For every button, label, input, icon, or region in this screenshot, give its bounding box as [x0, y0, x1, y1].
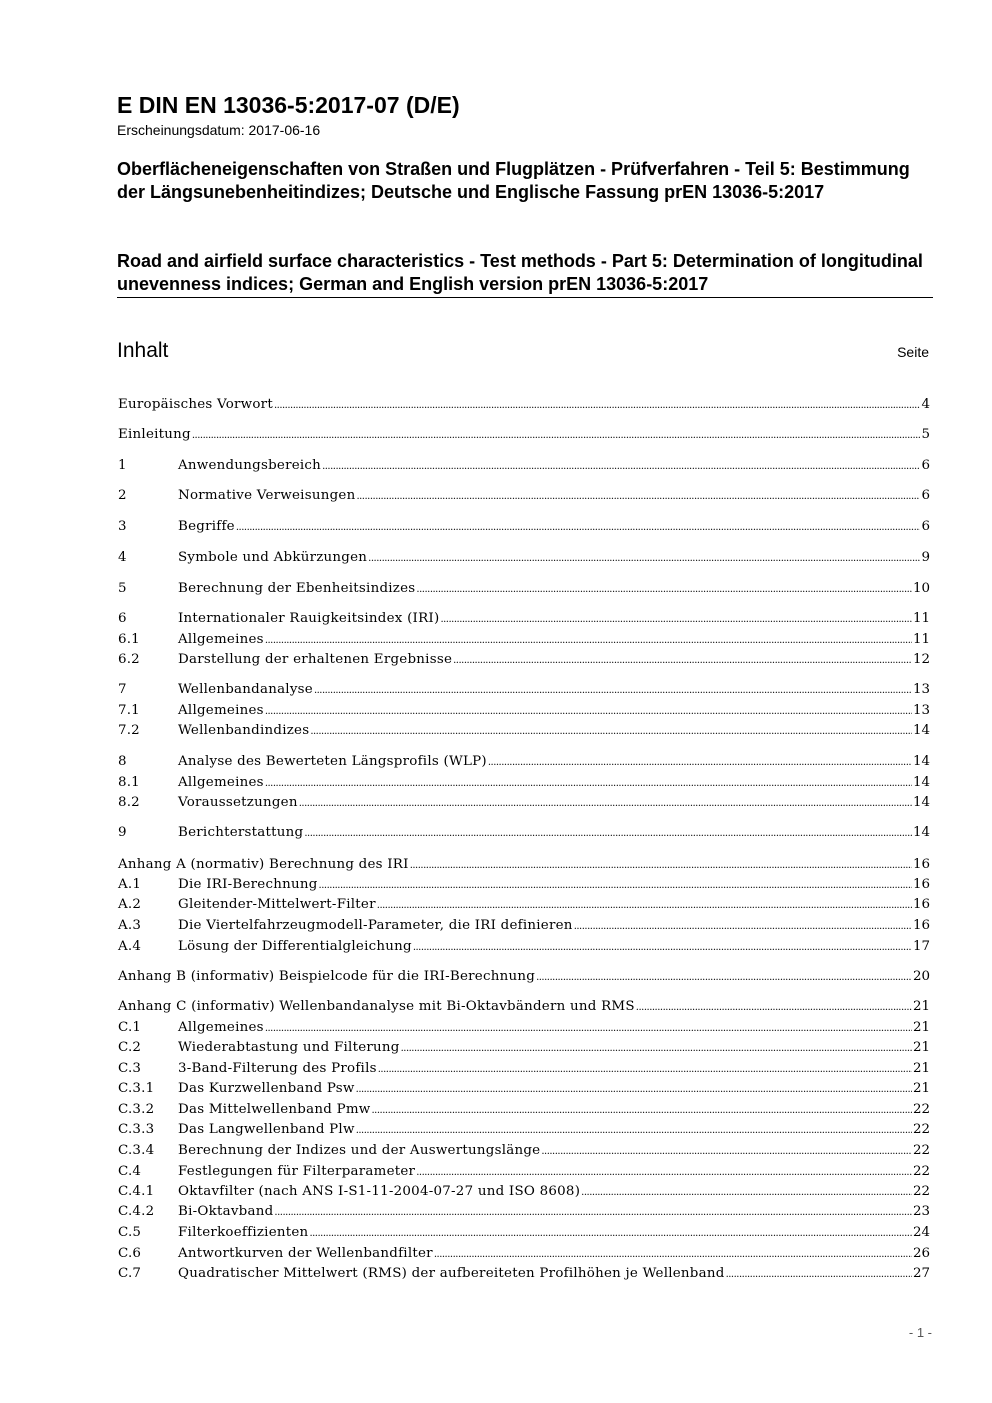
toc-entry-title: Quadratischer Mittelwert (RMS) der aufbereiteten Profilhöhen je Wellenband	[178, 1266, 725, 1281]
toc-entry-page: 6	[921, 519, 930, 534]
toc-entry-page: 21	[912, 999, 930, 1014]
toc-entry-title: Darstellung der erhaltenen Ergebnisse	[178, 652, 453, 667]
toc-entry-page: 4	[921, 397, 930, 412]
toc-entry-number: C.6	[118, 1246, 142, 1261]
toc-entry-page: 20	[912, 969, 930, 984]
toc-entry[interactable]	[118, 608, 930, 629]
toc-dot-leader	[401, 1037, 912, 1059]
toc-entry-title: Allgemeines	[178, 1020, 264, 1035]
toc-entry-title: Berechnung der Indizes und der Auswertungslänge	[178, 1143, 541, 1158]
toc-entry-title: Antwortkurven der Wellenbandfilter	[178, 1246, 433, 1261]
toc-entry-number: C.4	[118, 1164, 142, 1179]
toc-entry[interactable]	[118, 996, 930, 1017]
toc-entry-page: 14	[912, 775, 930, 790]
toc-entry-title: Oktavfilter (nach ANS I-S1-11-2004-07-27 und ISO 8608)	[178, 1184, 581, 1199]
toc-entry-page: 21	[912, 1040, 930, 1055]
toc-entry-number: A.4	[118, 939, 142, 954]
toc-entry[interactable]	[118, 1078, 930, 1099]
toc-entry[interactable]	[118, 1222, 930, 1243]
toc-entry-title: Bi-Oktavband	[178, 1204, 274, 1219]
toc-entry-number: 8.2	[118, 795, 140, 810]
toc-entry[interactable]	[118, 1243, 930, 1264]
toc-dot-leader	[434, 1243, 912, 1265]
toc-entry-title: Gleitender-Mittelwert-Filter	[178, 897, 376, 912]
toc-entry-number: 6.2	[118, 652, 140, 667]
toc-entry-title: Symbole und Abkürzungen	[178, 550, 368, 565]
toc-entry[interactable]	[118, 1058, 930, 1079]
title-english: Road and airfield surface characteristics - Test methods - Part 5: Determination of longitudinal unevenness indices; German and English version prEN 13036-5:2017	[117, 251, 923, 294]
toc-entry-title: Allgemeines	[178, 775, 264, 790]
toc-entry-number: 8	[118, 754, 127, 769]
toc-entry-number: 1	[118, 458, 127, 473]
toc-entry[interactable]	[118, 720, 930, 741]
toc-entry-number: 5	[118, 581, 127, 596]
toc-entry-page: 12	[912, 652, 930, 667]
toc-dot-leader	[310, 720, 912, 742]
toc-entry-page: 24	[912, 1225, 930, 1240]
toc-entry[interactable]	[118, 649, 930, 670]
title-divider	[117, 297, 933, 298]
toc-entry-page: 23	[912, 1204, 930, 1219]
toc-dot-leader	[377, 894, 912, 916]
toc-dot-leader	[319, 874, 912, 896]
toc-entry-page: 10	[912, 581, 930, 596]
toc-entry-page: 16	[912, 857, 930, 872]
toc-entry-title: Das Kurzwellenband Psw	[178, 1081, 355, 1096]
toc-entry-title: Filterkoeffizienten	[178, 1225, 309, 1240]
toc-entry[interactable]	[118, 629, 930, 650]
toc-entry-page: 22	[912, 1184, 930, 1199]
toc-entry-number: A.1	[118, 877, 142, 892]
toc-entry[interactable]	[118, 822, 930, 843]
toc-entry-number: C.3	[118, 1061, 142, 1076]
toc-entry-number: C.5	[118, 1225, 142, 1240]
toc-entry[interactable]	[118, 894, 930, 915]
toc-dot-leader	[636, 996, 912, 1018]
toc-entry-number: 7.2	[118, 723, 140, 738]
toc-dot-leader	[356, 1078, 912, 1100]
toc-entry-number: 3	[118, 519, 127, 534]
toc-entry[interactable]	[118, 1201, 930, 1222]
toc-dot-leader	[581, 1181, 912, 1203]
toc-entry-title: Berechnung der Ebenheitsindizes	[178, 581, 416, 596]
toc-entry[interactable]	[118, 455, 930, 476]
toc-dot-leader	[453, 649, 912, 671]
page-number: - 1 -	[908, 1325, 932, 1340]
toc-entry-title: Anhang A (normativ) Berechnung des IRI	[118, 857, 409, 872]
toc-dot-leader	[265, 700, 912, 722]
toc-entry-page: 14	[912, 754, 930, 769]
toc-entry-title: Lösung der Differentialgleichung	[178, 939, 412, 954]
toc-entry-page: 16	[912, 877, 930, 892]
toc-dot-leader	[440, 608, 912, 630]
toc-entry-page: 14	[912, 795, 930, 810]
toc-entry-title: Anhang B (informativ) Beispielcode für die IRI-Berechnung	[118, 969, 536, 984]
toc-dot-leader	[726, 1263, 912, 1285]
document-designation: E DIN EN 13036-5:2017-07 (D/E)	[117, 92, 460, 118]
toc-entry[interactable]	[118, 1119, 930, 1140]
toc-entry-page: 11	[912, 611, 930, 626]
toc-entry-number: C.4.1	[118, 1184, 155, 1199]
publication-date: Erscheinungsdatum: 2017-06-16	[117, 122, 321, 138]
toc-entry[interactable]	[118, 578, 930, 599]
toc-dot-leader	[322, 455, 920, 477]
toc-dot-leader	[541, 1140, 912, 1162]
toc-dot-leader	[378, 1058, 912, 1080]
toc-entry-number: A.3	[118, 918, 142, 933]
toc-dot-leader	[574, 915, 912, 937]
toc-entry-page: 11	[912, 632, 930, 647]
toc-entry-number: A.2	[118, 897, 142, 912]
toc-entry-title: Anwendungsbereich	[178, 458, 322, 473]
toc-entry-page: 27	[912, 1266, 930, 1281]
toc-entry-number: C.3.2	[118, 1102, 155, 1117]
toc-entry-page: 26	[912, 1246, 930, 1261]
toc-entry-page: 6	[921, 488, 930, 503]
toc-entry-number: C.3.1	[118, 1081, 155, 1096]
toc-entry-title: Allgemeines	[178, 632, 264, 647]
toc-entry[interactable]	[118, 424, 930, 445]
toc-entry-number: C.3.4	[118, 1143, 155, 1158]
toc-dot-leader	[274, 394, 921, 416]
toc-dot-leader	[356, 1119, 912, 1141]
toc-entry-title: Wellenbandindizes	[178, 723, 310, 738]
toc-entry-number: 7.1	[118, 703, 140, 718]
toc-entry-title: Wellenbandanalyse	[178, 682, 313, 697]
toc-entry-page: 22	[912, 1102, 930, 1117]
toc-entry-title: Normative Verweisungen	[178, 488, 356, 503]
toc-entry-title: Wiederabtastung und Filterung	[178, 1040, 400, 1055]
toc-entry[interactable]	[118, 485, 930, 506]
toc-entry[interactable]	[118, 751, 930, 772]
toc-entry[interactable]	[118, 547, 930, 568]
toc-entry-number: 6.1	[118, 632, 140, 647]
toc-entry-title: Europäisches Vorwort	[118, 397, 273, 412]
toc-entry[interactable]	[118, 1099, 930, 1120]
toc-entry-page: 21	[912, 1061, 930, 1076]
toc-entry[interactable]	[118, 936, 930, 957]
toc-entry-number: 4	[118, 550, 127, 565]
toc-dot-leader	[304, 822, 912, 844]
toc-heading: Inhalt	[117, 339, 169, 362]
toc-entry[interactable]	[118, 700, 930, 721]
toc-dot-leader	[413, 936, 912, 958]
toc-dot-leader	[236, 516, 921, 538]
toc-entry-page: 22	[912, 1164, 930, 1179]
toc-entry[interactable]	[118, 394, 930, 415]
toc-dot-leader	[265, 1017, 912, 1039]
toc-entry-title: Die Viertelfahrzeugmodell-Parameter, die IRI definieren	[178, 918, 573, 933]
toc-entry-title: Analyse des Bewerteten Längsprofils (WLP)	[178, 754, 487, 769]
toc-entry-title: Internationaler Rauigkeitsindex (IRI)	[178, 611, 440, 626]
toc-dot-leader	[372, 1099, 912, 1121]
toc-entry[interactable]	[118, 516, 930, 537]
toc-entry-number: 7	[118, 682, 127, 697]
toc-entry-page: 21	[912, 1081, 930, 1096]
toc-dot-leader	[265, 629, 912, 651]
toc-entry[interactable]	[118, 915, 930, 936]
toc-entry-page: 16	[912, 897, 930, 912]
toc-entry[interactable]	[118, 1037, 930, 1058]
toc-page-label: Seite	[897, 344, 929, 360]
toc-dot-leader	[274, 1201, 912, 1223]
toc-dot-leader	[488, 751, 912, 773]
toc-entry-page: 14	[912, 825, 930, 840]
toc-dot-leader	[410, 854, 912, 876]
toc-entry-page: 17	[912, 939, 930, 954]
toc-entry-number: C.1	[118, 1020, 142, 1035]
toc-entry-number: C.3.3	[118, 1122, 155, 1137]
toc-entry[interactable]	[118, 854, 930, 875]
toc-dot-leader	[192, 424, 921, 446]
toc-entry-page: 22	[912, 1122, 930, 1137]
toc-entry-title: Festlegungen für Filterparameter	[178, 1164, 416, 1179]
toc-entry-page: 9	[921, 550, 930, 565]
toc-entry-title: Das Langwellenband Plw	[178, 1122, 355, 1137]
toc-entry-page: 21	[912, 1020, 930, 1035]
toc-entry-number: 9	[118, 825, 127, 840]
toc-entry[interactable]	[118, 772, 930, 793]
toc-entry[interactable]	[118, 1181, 930, 1202]
toc-entry-number: C.7	[118, 1266, 142, 1281]
toc-dot-leader	[356, 485, 920, 507]
toc-entry[interactable]	[118, 1140, 930, 1161]
toc-entry-page: 5	[921, 427, 930, 442]
toc-entry-page: 22	[912, 1143, 930, 1158]
toc-entry-page: 13	[912, 703, 930, 718]
toc-entry-title: Die IRI-Berechnung	[178, 877, 318, 892]
toc-dot-leader	[416, 578, 912, 600]
toc-entry-title: Allgemeines	[178, 703, 264, 718]
toc-entry-title: Anhang C (informativ) Wellenbandanalyse mit Bi-Oktavbändern und RMS	[118, 999, 635, 1014]
toc-entry[interactable]	[118, 1161, 930, 1182]
toc-entry-number: 8.1	[118, 775, 140, 790]
title-german: Oberflächeneigenschaften von Straßen und Flugplätzen - Prüfverfahren - Teil 5: Bestimmung der Längsunebenheitindizes; Deutsche und Englische Fassung prEN 13036-5:2017	[117, 159, 910, 202]
toc-entry-number: C.4.2	[118, 1204, 155, 1219]
toc-entry[interactable]	[118, 966, 930, 987]
toc-entry-page: 16	[912, 918, 930, 933]
toc-entry-page: 13	[912, 682, 930, 697]
toc-entry[interactable]	[118, 1017, 930, 1038]
toc-dot-leader	[265, 772, 912, 794]
toc-entry-title: Das Mittelwellenband Pmw	[178, 1102, 371, 1117]
toc-entry[interactable]	[118, 1263, 930, 1284]
toc-entry-page: 6	[921, 458, 930, 473]
toc-entry-number: 2	[118, 488, 127, 503]
toc-dot-leader	[536, 966, 912, 988]
toc-dot-leader	[314, 679, 912, 701]
toc-entry-title: Einleitung	[118, 427, 191, 442]
toc-entry-title: Begriffe	[178, 519, 235, 534]
toc-entry-number: 6	[118, 611, 127, 626]
toc-dot-leader	[309, 1222, 912, 1244]
toc-dot-leader	[299, 792, 912, 814]
toc-entry-page: 14	[912, 723, 930, 738]
toc-entry-title: 3-Band-Filterung des Profils	[178, 1061, 377, 1076]
toc-entry-title: Voraussetzungen	[178, 795, 298, 810]
toc-entry[interactable]	[118, 792, 930, 813]
toc-entry-title: Berichterstattung	[178, 825, 304, 840]
toc-dot-leader	[416, 1161, 912, 1183]
toc-entry-number: C.2	[118, 1040, 142, 1055]
toc-dot-leader	[368, 547, 920, 569]
toc-entry[interactable]	[118, 874, 930, 895]
toc-entry[interactable]	[118, 679, 930, 700]
